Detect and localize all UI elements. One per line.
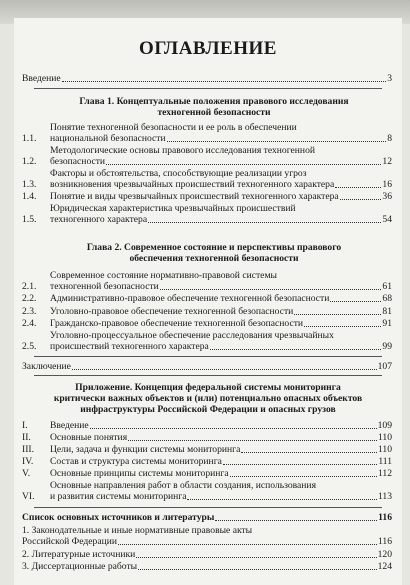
toc-item-title-cont: происшествий техногенного характера <box>50 341 209 352</box>
toc-item-page: 8 <box>387 133 392 144</box>
toc-item-number: III. <box>22 444 34 455</box>
toc-item-page: 109 <box>377 420 392 431</box>
toc-item-title: Гражданско-правовое обеспечение техногенной безопасности <box>50 318 304 329</box>
toc-item-title: Понятие техногенной безопасности и ее роль в обеспечении <box>50 122 297 133</box>
page-title: ОГЛАВЛЕНИЕ <box>139 38 277 59</box>
toc-item-number: I. <box>22 420 28 431</box>
toc-item-number: 1.5. <box>22 214 37 225</box>
toc-item-page: 112 <box>377 468 392 479</box>
toc-sources <box>22 512 392 523</box>
toc-item-title-cont: техногенной безопасности <box>50 281 159 292</box>
toc-item-page: 54 <box>382 214 392 225</box>
toc-item-page: 12 <box>382 156 392 167</box>
toc-item-number: V. <box>22 468 31 479</box>
leader-dots <box>160 289 382 290</box>
toc-item-page: 99 <box>382 341 392 352</box>
leader-dots <box>223 464 377 465</box>
toc-item-number: VI. <box>22 491 35 502</box>
toc-item-number: 2.2. <box>22 293 37 304</box>
toc-item-number: IV. <box>22 456 34 467</box>
toc-item-title: Введение <box>50 420 89 431</box>
leader-dots <box>106 164 381 165</box>
toc-item-2-3 <box>22 306 392 317</box>
toc-sources-item-2 <box>22 549 392 560</box>
toc-conclusion-label: Заключение <box>22 361 71 372</box>
toc-item-title: Методологические основы правового исследования техногенной <box>50 145 315 156</box>
toc-item-title: Факторы и обстоятельства, способствующие реализации угроз <box>50 168 307 179</box>
toc-item-page: 36 <box>382 191 392 202</box>
toc-item-number: 1.4. <box>22 191 37 202</box>
toc-sources-page: 116 <box>378 512 392 523</box>
section-divider <box>34 356 382 357</box>
toc-item-page: 113 <box>377 491 392 502</box>
toc-item-page: 68 <box>382 293 392 304</box>
toc-item-1-5 <box>22 203 392 225</box>
appendix-title-line-1: Приложение. Концепция федеральной системы мониторинга <box>75 382 341 393</box>
toc-item-title-cont: возникновения чрезвычайных происшествий техногенного характера <box>50 179 335 190</box>
toc-conclusion <box>22 361 392 372</box>
toc-item-number: 2.4. <box>22 318 37 329</box>
toc-intro-page: 3 <box>387 73 392 84</box>
toc-item-title: Основные понятия <box>50 432 128 443</box>
toc-item-title-cont: национальной безопасности <box>50 133 166 144</box>
appendix-title <box>34 382 382 415</box>
toc-item-page: 111 <box>378 456 392 467</box>
leader-dots <box>138 569 377 570</box>
toc-item-title: Юридическая характеристика чрезвычайных происшествий <box>50 203 296 214</box>
section-divider <box>34 88 382 89</box>
toc-item-page: 120 <box>377 549 392 560</box>
toc-item-page: 81 <box>382 306 392 317</box>
toc-item-page: 110 <box>377 444 392 455</box>
leader-dots <box>128 440 377 441</box>
toc-item-title: Основные направления работ в области создания, использования <box>50 480 316 491</box>
toc-item-page: 61 <box>382 281 392 292</box>
toc-intro-label: Введение <box>22 73 61 84</box>
toc-item-page: 124 <box>377 561 392 572</box>
toc-appendix-iii <box>22 444 392 455</box>
toc-item-number: 1.3. <box>22 179 37 190</box>
toc-item-number: 1.2. <box>22 156 37 167</box>
toc-item-2-5 <box>22 330 392 352</box>
appendix-title-line-3: инфраструктуры Российской Федерации и опасных грузов <box>80 404 336 415</box>
chapter-1-title-line-2: техногенной безопасности <box>157 107 271 118</box>
toc-item-1-1 <box>22 122 392 144</box>
toc-item-title-cont: безопасности <box>50 156 106 167</box>
leader-dots <box>241 452 377 453</box>
leader-dots <box>187 499 376 500</box>
section-divider <box>34 375 382 376</box>
toc-item-title: 2. Литературные источники <box>22 549 136 560</box>
leader-dots <box>148 222 381 223</box>
toc-item-2-1 <box>22 270 392 292</box>
toc-item-title: Понятие и виды чрезвычайных происшествий техногенного характера <box>50 191 339 202</box>
toc-item-1-3 <box>22 168 392 190</box>
toc-item-number: 2.1. <box>22 281 37 292</box>
leader-dots <box>304 326 381 327</box>
contents-page <box>14 18 402 585</box>
chapter-2-title-line-1: Глава 2. Современное состояние и перспективы правового <box>86 242 342 253</box>
leader-dots <box>230 476 377 477</box>
toc-item-2-4 <box>22 318 392 329</box>
toc-conclusion-page: 107 <box>377 361 392 372</box>
toc-item-1-2 <box>22 145 392 167</box>
leader-dots <box>330 301 381 302</box>
chapter-1-title-line-1: Глава 1. Концептуальные положения правового исследования <box>79 96 349 107</box>
toc-item-number: II. <box>22 432 31 443</box>
toc-item-title-cont: и развития системы мониторинга <box>50 491 187 502</box>
leader-dots <box>72 369 377 370</box>
toc-item-number: 1.1. <box>22 133 37 144</box>
toc-item-title: Современное состояние нормативно-правовой системы <box>50 270 277 281</box>
toc-item-page: 116 <box>377 536 392 547</box>
leader-dots <box>90 428 377 429</box>
leader-dots <box>294 314 381 315</box>
toc-item-title: 3. Диссертационные работы <box>22 561 138 572</box>
toc-appendix-ii <box>22 432 392 443</box>
leader-dots <box>340 199 382 200</box>
toc-item-2-2 <box>22 293 392 304</box>
toc-appendix-iv <box>22 456 392 467</box>
toc-intro <box>22 73 392 84</box>
toc-item-number: 2.3. <box>22 306 37 317</box>
leader-dots <box>136 557 376 558</box>
toc-appendix-i <box>22 420 392 431</box>
toc-item-page: 16 <box>382 179 392 190</box>
leader-dots <box>118 544 377 545</box>
toc-item-title: 1. Законодательные и иные нормативные правовые акты <box>22 525 253 536</box>
leader-dots <box>335 187 381 188</box>
toc-sources-label: Список основных источников и литературы <box>22 512 215 523</box>
toc-appendix-vi <box>22 480 392 502</box>
leader-dots <box>62 81 387 82</box>
toc-item-title-cont: техногенного характера <box>50 214 148 225</box>
toc-sources-item-3 <box>22 561 392 572</box>
toc-item-page: 91 <box>382 318 392 329</box>
chapter-1-title <box>54 96 374 118</box>
chapter-2-title-line-2: обеспечения техногенной безопасности <box>129 253 299 264</box>
section-divider <box>34 507 382 508</box>
toc-item-title: Уголовно-правовое обеспечение техногенной безопасности <box>50 306 294 317</box>
toc-sources-item-1 <box>22 525 392 547</box>
toc-item-title-cont: Российской Федерации <box>22 536 117 547</box>
chapter-2-title <box>54 242 374 264</box>
toc-item-title: Цели, задача и функции системы мониторинга <box>50 444 241 455</box>
toc-item-1-4 <box>22 191 392 202</box>
toc-item-title: Уголовно-процессуальное обеспечение расследования чрезвычайных <box>50 330 334 341</box>
toc-item-title: Состав и структура системы мониторинга <box>50 456 222 467</box>
toc-item-page: 110 <box>377 432 392 443</box>
toc-appendix-v <box>22 468 392 479</box>
toc-item-title: Административно-правовое обеспечение техногенной безопасности <box>50 293 330 304</box>
appendix-title-line-2: критически важных объектов и (или) потенциально опасных объектов <box>53 393 363 404</box>
toc-item-title: Основные принципы системы мониторинга <box>50 468 229 479</box>
leader-dots <box>215 520 377 521</box>
leader-dots <box>167 141 387 142</box>
leader-dots <box>210 349 382 350</box>
toc-item-number: 2.5. <box>22 341 37 352</box>
